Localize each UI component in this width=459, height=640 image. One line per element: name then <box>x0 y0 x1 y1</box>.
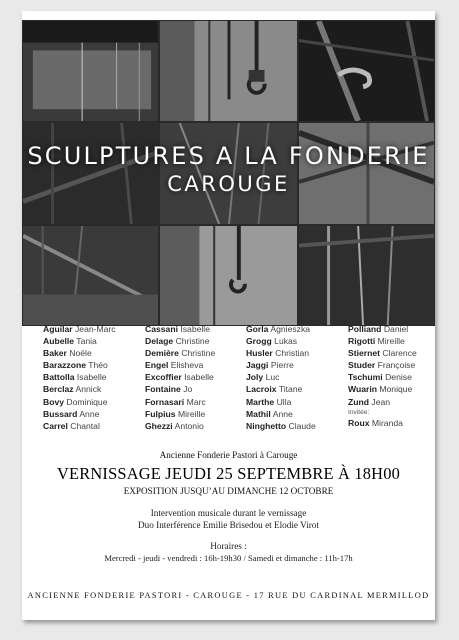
artist-name: Ghezzi Antonio <box>145 420 204 431</box>
artist-name: Joly Luc <box>246 372 280 383</box>
artist-name: Demière Christine <box>145 348 216 359</box>
artist-name: Delage Christine <box>145 336 210 347</box>
photo-crane-hook <box>159 20 298 122</box>
photo-chains-right <box>298 225 435 326</box>
exposition-dates: EXPOSITION JUSQU’AU DIMANCHE 12 OCTOBRE <box>123 486 334 496</box>
vernissage-heading: VERNISSAGE JEUDI 25 SEPTEMBRE À 18H00 <box>57 464 400 483</box>
artist-name: Lacroix Titane <box>246 384 303 395</box>
poster-title: SCULPTURES A LA FONDERIE <box>27 142 430 170</box>
artist-name: Fontaine Jo <box>145 384 193 395</box>
hours-title: Horaires : <box>210 541 247 551</box>
photo-rails <box>22 225 159 326</box>
artist-name: Ninghetto Claude <box>246 420 316 431</box>
artist-name: Rigotti Mireille <box>348 336 405 347</box>
artist-name: Engel Elisheva <box>145 360 204 371</box>
invitee-name: Roux Miranda <box>348 417 403 428</box>
artist-name: Gorla Agnieszka <box>246 324 311 334</box>
artist-column-3 <box>246 323 316 432</box>
artist-name: Fornasari Marc <box>145 396 206 407</box>
artist-name: Excoffier Isabelle <box>145 372 214 383</box>
artist-name: Marthe Ulla <box>246 396 292 407</box>
artist-name: Studer Françoise <box>348 360 416 371</box>
music-line-1: Intervention musicale durant le vernissage <box>150 508 307 518</box>
photo-hook-bottom <box>159 225 298 326</box>
footer-address: ANCIENNE FONDERIE PASTORI - CAROUGE - 17 RUE DU CARDINAL MERMILLOD <box>27 591 430 600</box>
artist-name: Jaggi Pierre <box>246 360 294 371</box>
artist-name: Wuarin Monique <box>348 384 413 395</box>
artist-name: Aguilar Jean-Marc <box>43 324 116 334</box>
artist-name: Bussard Anne <box>43 408 100 419</box>
artist-name: Cassani Isabelle <box>145 324 210 334</box>
artist-name: Carrel Chantal <box>43 420 100 431</box>
artist-name: Berclaz Annick <box>43 384 102 395</box>
artist-name: Husler Christian <box>246 348 310 359</box>
artist-name: Aubelle Tania <box>43 336 97 347</box>
music-line-2: Duo Interférence Emilie Brisedou et Elodie Virot <box>138 520 319 530</box>
photo-chains-wall <box>22 20 159 122</box>
poster <box>22 11 435 620</box>
venue-line: Ancienne Fonderie Pastori à Carouge <box>159 450 298 460</box>
artist-column-2 <box>145 323 215 432</box>
invitee-label: Invitée: <box>348 408 370 416</box>
artist-name: Grogg Lukas <box>246 336 298 347</box>
artist-column-1 <box>43 323 116 432</box>
artist-column-4 <box>348 323 417 429</box>
artist-name: Baker Noële <box>43 348 92 359</box>
artist-name: Fulpius Mireille <box>145 408 206 419</box>
title-block <box>22 141 435 197</box>
poster-subtitle: CAROUGE <box>167 172 290 196</box>
artist-name: Bovy Dominique <box>43 396 108 407</box>
artist-name: Mathil Anne <box>246 408 293 419</box>
artist-name: Stiernet Clarence <box>348 348 417 359</box>
artist-name: Zund Jean <box>348 396 391 407</box>
opening-hours: Mercredi - jeudi - vendredi : 16h-19h30 / Samedi et dimanche : 11h-17h <box>104 553 353 563</box>
artist-name: Battolla Isabelle <box>43 372 107 383</box>
artist-name: Barazzone Théo <box>43 360 108 371</box>
photo-hook-machinery <box>298 20 435 122</box>
artist-name: Polliand Daniel <box>348 324 409 334</box>
artist-name: Tschumi Denise <box>348 372 412 383</box>
